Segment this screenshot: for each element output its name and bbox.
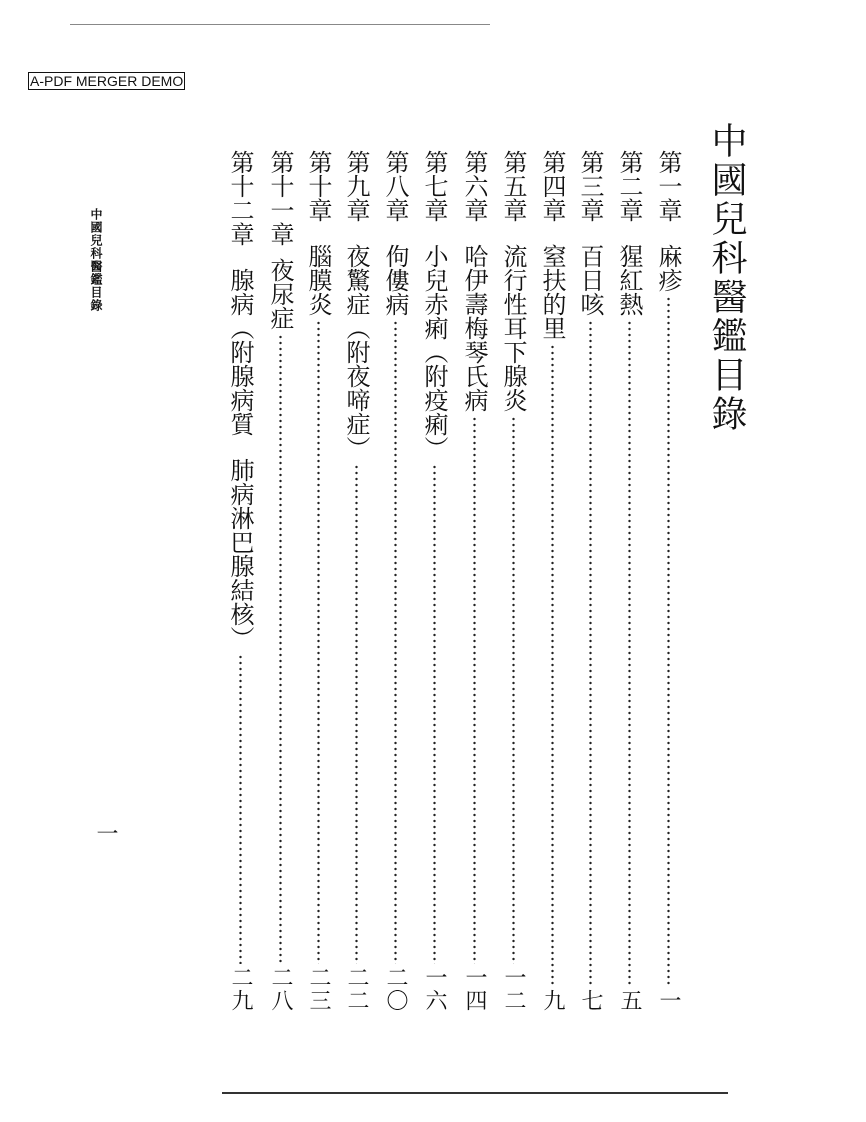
page-ref: 一二 xyxy=(501,966,526,1012)
toc-entry xyxy=(418,150,450,1012)
toc-entry xyxy=(458,150,490,1012)
page-ref: 二二 xyxy=(344,966,369,1012)
chapter-label: 第一章 xyxy=(654,150,682,222)
leader-dots xyxy=(628,320,631,987)
chapter-label: 第四章 xyxy=(538,150,566,222)
leader-dots xyxy=(394,320,397,964)
top-scan-line xyxy=(70,24,490,25)
page-ref: 五 xyxy=(617,989,642,1012)
toc-entry xyxy=(264,150,296,1012)
chapter-title: 小兒赤痢（附疫痢） xyxy=(420,244,448,460)
leader-dots xyxy=(433,464,436,964)
page-ref: 一六 xyxy=(422,966,447,1012)
chapter-title: 猩紅熱 xyxy=(615,244,643,316)
chapter-title: 百日咳 xyxy=(576,244,604,316)
leader-dots xyxy=(473,416,476,964)
leader-dots xyxy=(239,654,242,964)
chapter-label: 第六章 xyxy=(460,150,488,222)
toc-entry xyxy=(536,150,568,1012)
leader-dots xyxy=(355,464,358,964)
chapter-title: 窒扶的里 xyxy=(538,244,566,340)
side-running-title: 中國兒科醫鑑目錄 xyxy=(89,208,103,312)
page-ref: 二〇 xyxy=(383,966,408,1012)
chapter-title: 腦膜炎 xyxy=(304,244,332,316)
leader-dots xyxy=(589,320,592,987)
toc-entry xyxy=(340,150,372,1012)
chapter-title: 夜驚症（附夜啼症） xyxy=(342,244,370,460)
chapter-title: 腺病（附腺病質 xyxy=(226,268,254,436)
toc-entry xyxy=(224,150,256,1012)
page-ref: 七 xyxy=(578,989,603,1012)
leader-dots xyxy=(512,416,515,964)
chapter-title: 麻疹 xyxy=(654,244,682,292)
page-ref: 一四 xyxy=(462,966,487,1012)
chapter-title-continued: 肺病淋巴腺結核） xyxy=(226,458,254,650)
leader-dots xyxy=(279,334,282,964)
page-ref: 二八 xyxy=(268,966,293,1012)
chapter-label: 第十章 xyxy=(304,150,332,222)
toc-entry xyxy=(652,150,684,1012)
chapter-label: 第七章 xyxy=(420,150,448,222)
page-number: 一 xyxy=(93,822,118,844)
chapter-label: 第五章 xyxy=(499,150,527,222)
toc-entry xyxy=(379,150,411,1012)
toc-entry xyxy=(302,150,334,1012)
page-ref: 九 xyxy=(540,989,565,1012)
bottom-scan-line xyxy=(222,1092,728,1094)
watermark-badge: A-PDF MERGER DEMO xyxy=(30,73,184,89)
toc-entry xyxy=(613,150,645,1012)
page-ref: 二九 xyxy=(228,966,253,1012)
page-ref: 一 xyxy=(656,989,681,1012)
leader-dots xyxy=(667,296,670,987)
page-ref: 二三 xyxy=(306,966,331,1012)
leader-dots xyxy=(551,344,554,987)
chapter-label: 第二章 xyxy=(615,150,643,222)
chapter-label: 第十二章 xyxy=(226,150,254,246)
chapter-label: 第三章 xyxy=(576,150,604,222)
chapter-title: 佝僂病 xyxy=(381,244,409,316)
chapter-title: 流行性耳下腺炎 xyxy=(499,244,527,412)
chapter-label: 第十一章 xyxy=(266,150,294,246)
leader-dots xyxy=(317,320,320,964)
chapter-label: 第八章 xyxy=(381,150,409,222)
chapter-title: 哈伊壽梅琴氏病 xyxy=(460,244,488,412)
chapter-label: 第九章 xyxy=(342,150,370,222)
toc-entry xyxy=(574,150,606,1012)
page-title: 中國兒科醫鑑目錄 xyxy=(706,122,747,434)
chapter-title: 夜尿症 xyxy=(266,258,294,330)
toc-entry xyxy=(497,150,529,1012)
